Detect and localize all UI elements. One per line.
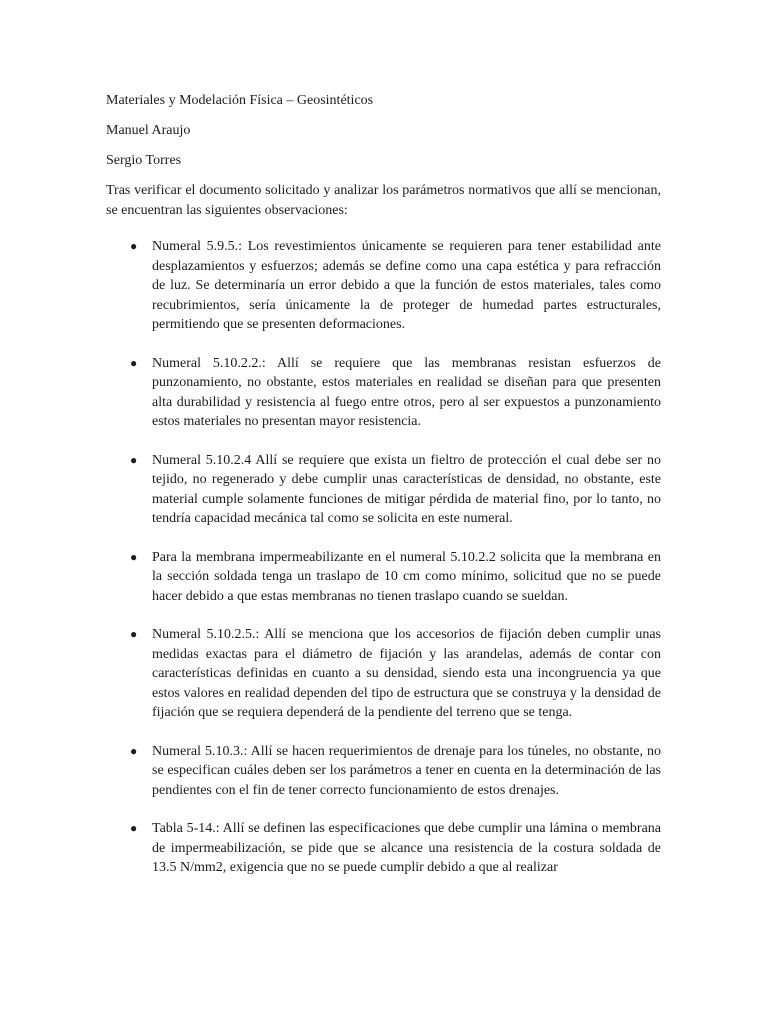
intro-paragraph: Tras verificar el documento solicitado y analizar los parámetros normativos que allí se mencionan, se encuentran las siguientes observaciones: <box>106 183 661 218</box>
author-name: Sergio Torres <box>106 153 182 168</box>
list-item <box>106 625 661 723</box>
observation-text: Numeral 5.9.5.: Los revestimientos únicamente se requieren para tener estabilidad ante desplazamientos y esfuerzos; además se define como una capa estética y para refracción de luz. Se determinaría un error debido a que la función de estos materiales, tales como recubrimientos, sería únicamente la de proteger de humedad partes estructurales, permitiendo que se presenten deformaciones. <box>152 239 661 332</box>
bullet-icon: ● <box>130 452 138 467</box>
document-title: Materiales y Modelación Física – Geosintéticos <box>106 93 374 108</box>
bullet-icon: ● <box>130 627 138 641</box>
observation-text: Numeral 5.10.2.2.: Allí se requiere que las membranas resistan esfuerzos de punzonamiento, no obstante, estos materiales en realidad se diseñan para que presenten alta durabilidad y resistencia al fuego entre otros, pero al ser expuestos a punzonamiento estos materiales no presentan mayor resistencia. <box>152 355 661 429</box>
list-item <box>106 548 661 607</box>
author-name: Manuel Araujo <box>106 123 191 138</box>
observation-text: Numeral 5.10.2.4 Allí se requiere que exista un fieltro de protección el cual debe ser no tejido, no regenerado y debe cumplir unas características de densidad, no obstante, este material cumple solamente funciones de mitigar pérdida de material fino, por lo tanto, no tendría capacidad mecánica tal como se solicita en este numeral. <box>152 452 661 526</box>
list-item <box>106 742 661 801</box>
list-item <box>106 354 661 432</box>
bullet-icon: ● <box>130 239 138 253</box>
observation-text: Para la membrana impermeabilizante en el numeral 5.10.2.2 solicita que la membrana en la sección soldada tenga un traslapo de 10 cm como mínimo, solicitud que no se puede hacer debido a que estas membranas no tienen traslapo cuando se sueldan. <box>152 549 661 604</box>
observation-text: Numeral 5.10.2.5.: Allí se menciona que los accesorios de fijación deben cumplir unas medidas exactas para el diámetro de fijación y las arandelas, además de contar con características definidas en cuanto a su densidad, siendo esta una incongruencia ya que estos valores en realidad dependen del tipo de estructura que se construya y la densidad de fijación que se requiera dependerá de la pendiente del terreno que se tenga. <box>152 627 661 720</box>
list-item <box>106 819 661 878</box>
observations-list <box>106 237 661 878</box>
document-page <box>106 91 661 897</box>
list-item <box>106 451 661 529</box>
list-item <box>106 237 661 335</box>
bullet-icon: ● <box>130 821 138 835</box>
bullet-icon: ● <box>130 743 138 758</box>
bullet-icon: ● <box>130 549 138 564</box>
bullet-icon: ● <box>130 355 138 370</box>
observation-text: Numeral 5.10.3.: Allí se hacen requerimientos de drenaje para los túneles, no obstante, no se especifican cuáles deben ser los parámetros a tener en cuenta en la determinación de las pendientes con el fin de tener correcto funcionamiento de estos drenajes. <box>152 743 661 798</box>
observation-text: Tabla 5-14.: Allí se definen las especificaciones que debe cumplir una lámina o membrana de impermeabilización, se pide que se alcance una resistencia de la costura soldada de 13.5 N/mm2, exigencia que no se puede cumplir debido a que al realizar <box>152 821 661 875</box>
